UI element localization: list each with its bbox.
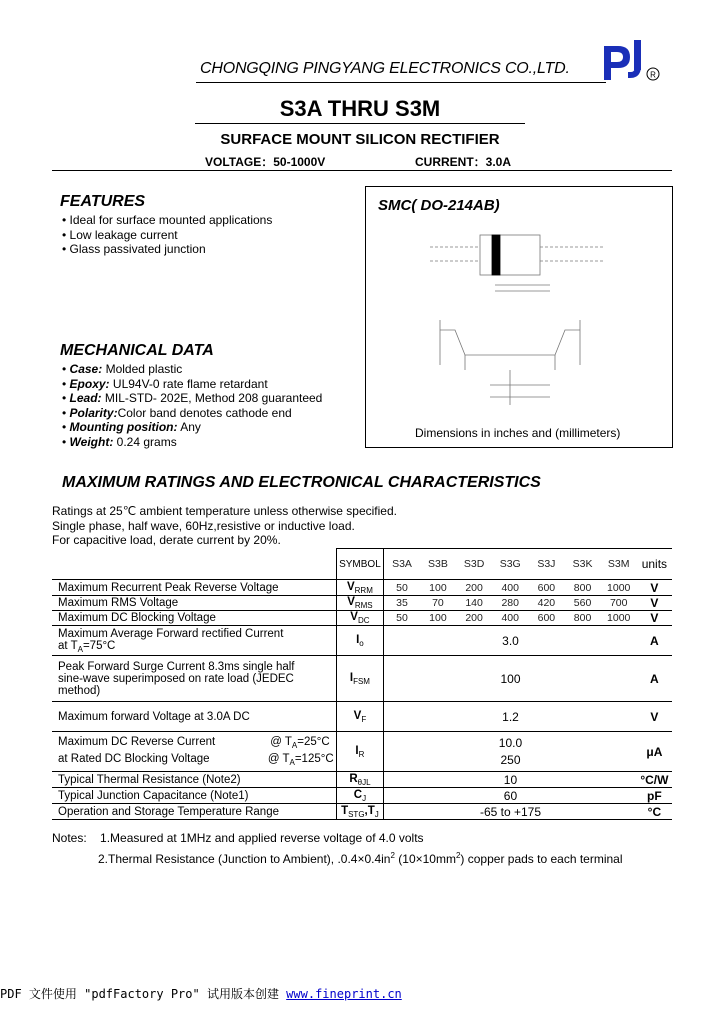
value-cell: 400 [492,580,528,596]
registered-mark: R [650,70,656,80]
value-cell: 70 [420,596,456,611]
list-item: • Epoxy: UL94V-0 rate flame retardant [62,376,268,391]
table-row [52,788,672,804]
param-cell: Maximum Average Forward rectified Current at $T_A=75^\circ C$ [52,626,336,656]
title-rule [195,123,525,124]
unit-cell: V [637,611,672,626]
symbol-cell: $R_{\theta JL}$ [336,772,384,788]
unit-cell: V [637,580,672,596]
unit-cell: V [637,596,672,611]
symbol-cell: $I_o$ [336,626,384,656]
param-cell: Typical Junction Capacitance (Note1) [52,788,336,804]
param-cell: Peak Forward Surge Current 8.3ms single half sine-wave superimposed on rate load (JEDEC method) [52,656,336,702]
symbol-cell: $V_F$ [336,702,384,732]
unit-cell: pF [637,788,672,804]
package-drawing [410,225,640,415]
page-subtitle: SURFACE MOUNT SILICON RECTIFIER [220,131,500,148]
mechanical-list [62,362,322,449]
header-part: S3A [384,549,420,580]
value-cell: 420 [528,596,564,611]
value-cell: 800 [564,611,600,626]
value-cell: -65 to +175 [384,804,637,820]
voltage-spec: VOLTAGE：50-1000V [205,155,326,169]
header-part: S3D [456,549,492,580]
notes [52,830,623,868]
value-cell: 1000 [601,580,637,596]
table-row [52,580,672,596]
company-logo [604,40,660,82]
param-cell: Maximum forward Voltage at 3.0A DC [52,702,336,732]
symbol-cell: $C_J$ [336,788,384,804]
company-name: CHONGQING PINGYANG ELECTRONICS CO.,LTD. [200,60,570,77]
header-part: S3M [601,549,637,580]
note-2: 2.Thermal Resistance (Junction to Ambient), $.0.4\times 0.4in^2$ $(10\times 10mm^2)$ copper pads to each terminal [98,851,623,866]
header-part: S3G [492,549,528,580]
table-row [52,702,672,732]
table-row [52,596,672,611]
value-cell: 10 [384,772,637,788]
param-cell: Maximum DC Blocking Voltage [52,611,336,626]
package-title: SMC( DO-214AB) [378,197,500,214]
table-row [52,732,672,772]
table-row [52,611,672,626]
ratings-table [52,548,672,820]
table-row [52,772,672,788]
value-cell: 35 [384,596,420,611]
value-cell: 50 [384,611,420,626]
symbol-cell: $T_{STG},T_J$ [336,804,384,820]
param-cell: Typical Thermal Resistance (Note2) [52,772,336,788]
ratings-heading: MAXIMUM RATINGS AND ELECTRONICAL CHARACTERISTICS [62,474,541,491]
ratings-conditions [52,504,397,548]
header-part: S3B [420,549,456,580]
symbol-cell: $V_{RRM}$ [336,580,384,596]
value-cell: 700 [601,596,637,611]
value-cell: 10.0 250 [384,732,637,772]
condition-line: For capacitive load, derate current by 20%. [52,533,281,547]
table-row [52,804,672,820]
header-parameter [52,549,336,580]
unit-cell: °C/W [637,772,672,788]
footer-link[interactable]: www.fineprint.cn [286,987,402,1001]
value-cell: 3.0 [384,626,637,656]
features-heading: FEATURES [60,193,146,210]
unit-cell: A [637,656,672,702]
value-cell: 100 [384,656,637,702]
current-spec: CURRENT：3.0A [415,155,512,169]
list-item: • Glass passivated junction [62,242,206,256]
table-row [52,656,672,702]
value-cell: 400 [492,611,528,626]
unit-cell: °C [637,804,672,820]
value-cell: 50 [384,580,420,596]
pdf-footer [0,985,720,1002]
page-title: S3A THRU S3M [279,96,441,121]
symbol-cell: $V_{RMS}$ [336,596,384,611]
list-item: • Mounting position: Any [62,420,201,434]
symbol-cell: $I_{FSM}$ [336,656,384,702]
list-item: • Lead: MIL-STD- 202E, Method 208 guaranteed [62,391,323,405]
param-cell: Maximum DC Reverse Current @ $T_A=25^\circ C$ at Rated DC Blocking Voltage @ $T_A=125^\circ C$ [52,732,336,772]
list-item: • Weight: 0.24 grams [62,434,177,449]
header-rule [196,82,606,83]
param-cell: Maximum RMS Voltage [52,596,336,611]
notes-label: Notes: [52,831,87,845]
header-units: units [637,549,672,580]
value-cell: 100 [420,611,456,626]
unit-cell: V [637,702,672,732]
footer-text: PDF 文件使用 "pdfFactory Pro" 试用版本创建 [0,987,287,1001]
mechanical-heading: MECHANICAL DATA [60,342,214,359]
header-part: S3K [564,549,600,580]
condition-line: Single phase, half wave, 60Hz,resistive or inductive load. [52,518,355,533]
unit-cell: A [637,626,672,656]
value-cell: 60 [384,788,637,804]
list-item: • Low leakage current [62,227,178,242]
list-item: • Case: Molded plastic [62,362,183,376]
note-1: 1.Measured at 1MHz and applied reverse voltage of 4.0 volts [100,831,424,845]
table-header-row [52,549,672,580]
value-cell: 1000 [601,611,637,626]
spec-rule [52,170,672,171]
value-cell: 1.2 [384,702,637,732]
header-part: S3J [528,549,564,580]
header-symbol: SYMBOL [336,549,384,580]
value-cell: 200 [456,580,492,596]
value-cell: 100 [420,580,456,596]
list-item: • Ideal for surface mounted applications [62,213,273,227]
table-row [52,626,672,656]
list-item: • Polarity:Color band denotes cathode end [62,405,292,420]
value-cell: 600 [528,580,564,596]
features-list [62,213,272,257]
value-cell: 280 [492,596,528,611]
value-cell: 140 [456,596,492,611]
value-cell: 800 [564,580,600,596]
symbol-cell: $V_{DC}$ [336,611,384,626]
param-cell: Operation and Storage Temperature Range [52,804,336,820]
symbol-cell: $I_R$ [336,732,384,772]
unit-cell: μA [637,732,672,772]
value-cell: 600 [528,611,564,626]
value-cell: 200 [456,611,492,626]
param-cell: Maximum Recurrent Peak Reverse Voltage [52,580,336,596]
dimensions-caption: Dimensions in inches and (millimeters) [415,426,621,440]
condition-line: Ratings at 25℃ ambient temperature unless otherwise specified. [52,504,397,518]
value-cell: 560 [564,596,600,611]
